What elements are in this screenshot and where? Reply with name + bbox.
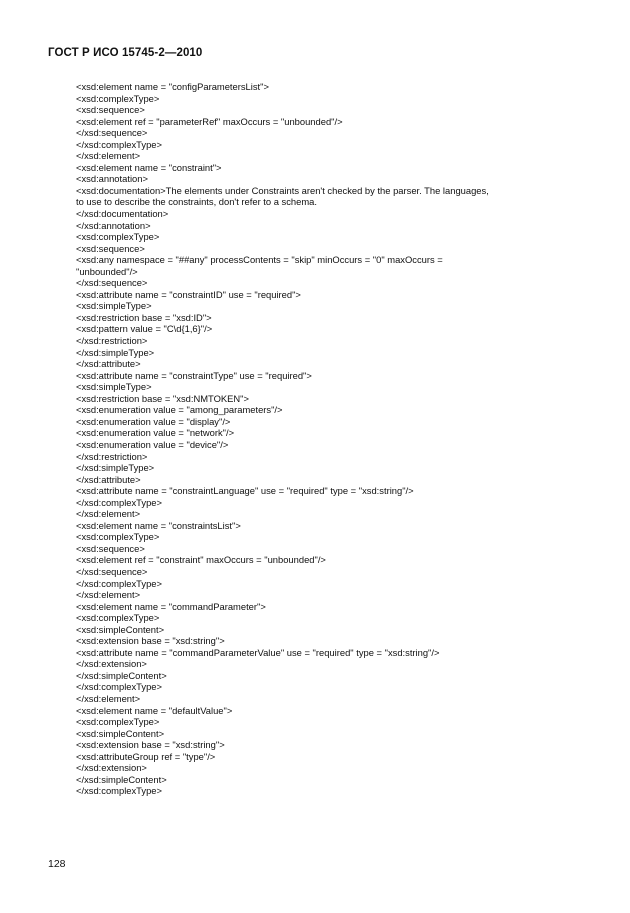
code-line: </xsd:complexType>	[76, 577, 162, 589]
code-line: <xsd:enumeration value = "display"/>	[76, 415, 231, 427]
code-line: <xsd:restriction base = "xsd:ID">	[76, 311, 212, 323]
code-line: <xsd:simpleType>	[76, 300, 152, 312]
code-line: <xsd:simpleContent>	[76, 727, 165, 739]
code-line: <xsd:attribute name = "constraintType" use = "required">	[76, 369, 312, 381]
code-line: <xsd:element name = "constraint">	[76, 161, 222, 173]
code-line: <xsd:simpleContent>	[76, 623, 165, 635]
code-line: <xsd:simpleType>	[76, 381, 152, 393]
code-line: <xsd:element name = "commandParameter">	[76, 600, 266, 612]
code-line: <xsd:enumeration value = "network"/>	[76, 427, 235, 439]
code-line: </xsd:sequence>	[76, 565, 148, 577]
xsd-code-block	[76, 81, 576, 797]
code-line: <xsd:attributeGroup ref = "type"/>	[76, 750, 216, 762]
code-line: </xsd:restriction>	[76, 335, 148, 347]
code-line: <xsd:element name = "defaultValue">	[76, 704, 233, 716]
code-line: <xsd:extension base = "xsd:string">	[76, 739, 225, 751]
code-line: </xsd:simpleContent>	[76, 669, 167, 681]
code-line: <xsd:complexType>	[76, 231, 160, 243]
code-line: <xsd:attribute name = "constraintID" use = "required">	[76, 288, 301, 300]
code-line: <xsd:enumeration value = "device"/>	[76, 438, 229, 450]
code-line: <xsd:sequence>	[76, 542, 145, 554]
code-line: </xsd:element>	[76, 150, 141, 162]
code-line: </xsd:sequence>	[76, 127, 148, 139]
code-line: <xsd:attribute name = "constraintLanguage" use = "required" type = "xsd:string"/>	[76, 485, 414, 497]
code-line: </xsd:documentation>	[76, 208, 169, 220]
code-line: </xsd:annotation>	[76, 219, 151, 231]
code-line: <xsd:complexType>	[76, 716, 160, 728]
code-line: </xsd:extension>	[76, 762, 147, 774]
code-line: </xsd:complexType>	[76, 785, 162, 797]
code-line: to use to describe the constraints, don't refer to a schema.	[76, 196, 317, 208]
page-header: ГОСТ Р ИСО 15745-2—2010	[48, 47, 203, 59]
code-line: </xsd:complexType>	[76, 138, 162, 150]
code-line: <xsd:element name = "constraintsList">	[76, 519, 241, 531]
code-line: </xsd:complexType>	[76, 496, 162, 508]
code-line: <xsd:complexType>	[76, 92, 160, 104]
code-line: <xsd:element name = "configParametersList">	[76, 81, 269, 92]
code-line: <xsd:enumeration value = "among_parameters"/>	[76, 404, 283, 416]
code-line: </xsd:element>	[76, 692, 141, 704]
code-line: "unbounded"/>	[76, 265, 138, 277]
code-line: <xsd:restriction base = "xsd:NMTOKEN">	[76, 392, 249, 404]
code-line: </xsd:element>	[76, 589, 141, 601]
code-line: </xsd:sequence>	[76, 277, 148, 289]
page-number: 128	[48, 858, 66, 870]
code-line: </xsd:extension>	[76, 658, 147, 670]
code-line: <xsd:complexType>	[76, 612, 160, 624]
code-line: <xsd:documentation>The elements under Constraints aren't checked by the parser. The languages,	[76, 184, 489, 196]
code-line: <xsd:sequence>	[76, 242, 145, 254]
code-line: </xsd:simpleType>	[76, 462, 155, 474]
code-line: <xsd:pattern value = "C\d{1,6}"/>	[76, 323, 213, 335]
code-line: </xsd:simpleContent>	[76, 773, 167, 785]
code-line: <xsd:any namespace = "##any" processContents = "skip" minOccurs = "0" maxOccurs =	[76, 254, 443, 266]
code-line: </xsd:element>	[76, 508, 141, 520]
code-line: <xsd:sequence>	[76, 104, 145, 116]
code-line: <xsd:complexType>	[76, 531, 160, 543]
code-line: <xsd:attribute name = "commandParameterValue" use = "required" type = "xsd:string"/>	[76, 646, 440, 658]
code-line: <xsd:extension base = "xsd:string">	[76, 635, 225, 647]
code-line: </xsd:attribute>	[76, 358, 141, 370]
code-line: <xsd:annotation>	[76, 173, 148, 185]
code-line: </xsd:complexType>	[76, 681, 162, 693]
code-line: <xsd:element ref = "parameterRef" maxOccurs = "unbounded"/>	[76, 115, 343, 127]
code-line: </xsd:restriction>	[76, 450, 148, 462]
code-line: </xsd:simpleType>	[76, 346, 155, 358]
code-line: </xsd:attribute>	[76, 473, 141, 485]
code-line: <xsd:element ref = "constraint" maxOccurs = "unbounded"/>	[76, 554, 326, 566]
